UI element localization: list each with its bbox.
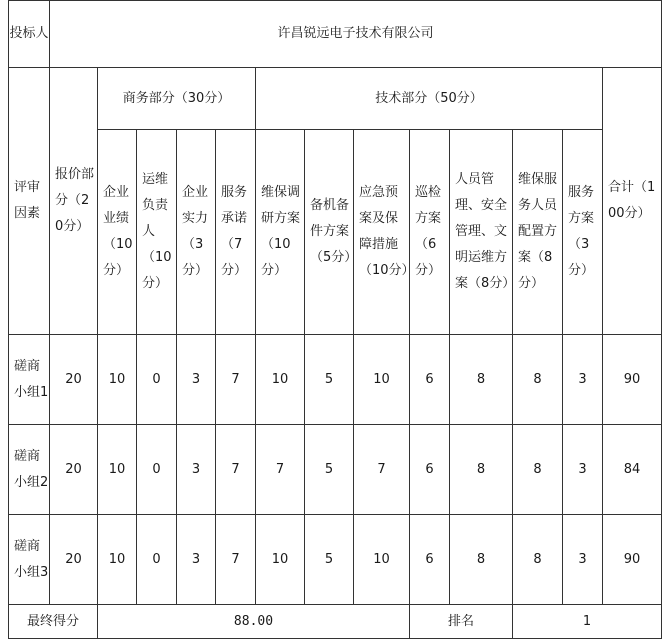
table-row [9,335,662,425]
score-cell: 3 [563,425,603,515]
score-cell: 5 [305,335,354,425]
bidder-label: 投标人 [9,1,50,68]
score-cell: 6 [410,425,450,515]
tech-col-header: 服务方案（3分） [563,130,603,335]
score-cell: 3 [177,335,216,425]
tech-col-header: 维保服务人员配置方案（8分） [513,130,563,335]
score-cell: 20 [50,515,98,605]
score-cell: 10 [256,335,305,425]
score-cell: 3 [177,425,216,515]
tech-col-header: 人员管理、安全管理、文明运维方案（8分） [450,130,513,335]
score-table [8,0,662,639]
score-cell: 8 [513,425,563,515]
tech-col-header: 备机备件方案（5分） [305,130,354,335]
business-col-header: 企业业绩（10分） [98,130,137,335]
total-cell: 90 [603,335,662,425]
score-cell: 7 [216,335,256,425]
score-cell: 7 [256,425,305,515]
score-cell: 10 [354,335,410,425]
final-score-value: 88.00 [98,605,410,639]
table-row [9,515,662,605]
total-header: 合计（100分） [603,68,662,335]
business-col-header: 服务承诺（7分） [216,130,256,335]
tech-group-header: 技术部分（50分） [256,68,603,130]
score-cell: 10 [98,425,137,515]
score-cell: 3 [177,515,216,605]
score-cell: 10 [256,515,305,605]
table-row [9,425,662,515]
tech-col-header: 应急预案及保障措施（10分） [354,130,410,335]
price-header: 报价部分（20分） [50,68,98,335]
score-cell: 6 [410,515,450,605]
tech-col-header: 巡检方案（6分） [410,130,450,335]
score-cell: 10 [98,515,137,605]
score-cell: 10 [354,515,410,605]
final-row [9,605,662,639]
score-cell: 5 [305,515,354,605]
score-cell: 8 [450,425,513,515]
score-cell: 7 [216,425,256,515]
score-cell: 0 [137,335,177,425]
score-cell: 20 [50,425,98,515]
factor-label: 评审因素 [9,68,50,335]
score-cell: 8 [513,335,563,425]
business-col-header: 运维负责人（10分） [137,130,177,335]
score-cell: 0 [137,515,177,605]
score-cell: 20 [50,335,98,425]
row-name: 磋商小组3 [9,515,50,605]
rank-label: 排名 [410,605,513,639]
final-score-label: 最终得分 [9,605,98,639]
rank-value: 1 [513,605,662,639]
tech-col-header: 维保调研方案（10分） [256,130,305,335]
company-name: 许昌锐远电子技术有限公司 [50,1,662,68]
business-group-header: 商务部分（30分） [98,68,256,130]
score-cell: 8 [450,335,513,425]
score-cell: 7 [216,515,256,605]
total-cell: 90 [603,515,662,605]
score-cell: 3 [563,335,603,425]
business-col-header: 企业实力（3分） [177,130,216,335]
score-cell: 8 [450,515,513,605]
score-cell: 10 [98,335,137,425]
score-cell: 5 [305,425,354,515]
score-cell: 6 [410,335,450,425]
score-cell: 7 [354,425,410,515]
total-cell: 84 [603,425,662,515]
score-cell: 3 [563,515,603,605]
row-name: 磋商小组2 [9,425,50,515]
score-cell: 8 [513,515,563,605]
score-cell: 0 [137,425,177,515]
row-name: 磋商小组1 [9,335,50,425]
